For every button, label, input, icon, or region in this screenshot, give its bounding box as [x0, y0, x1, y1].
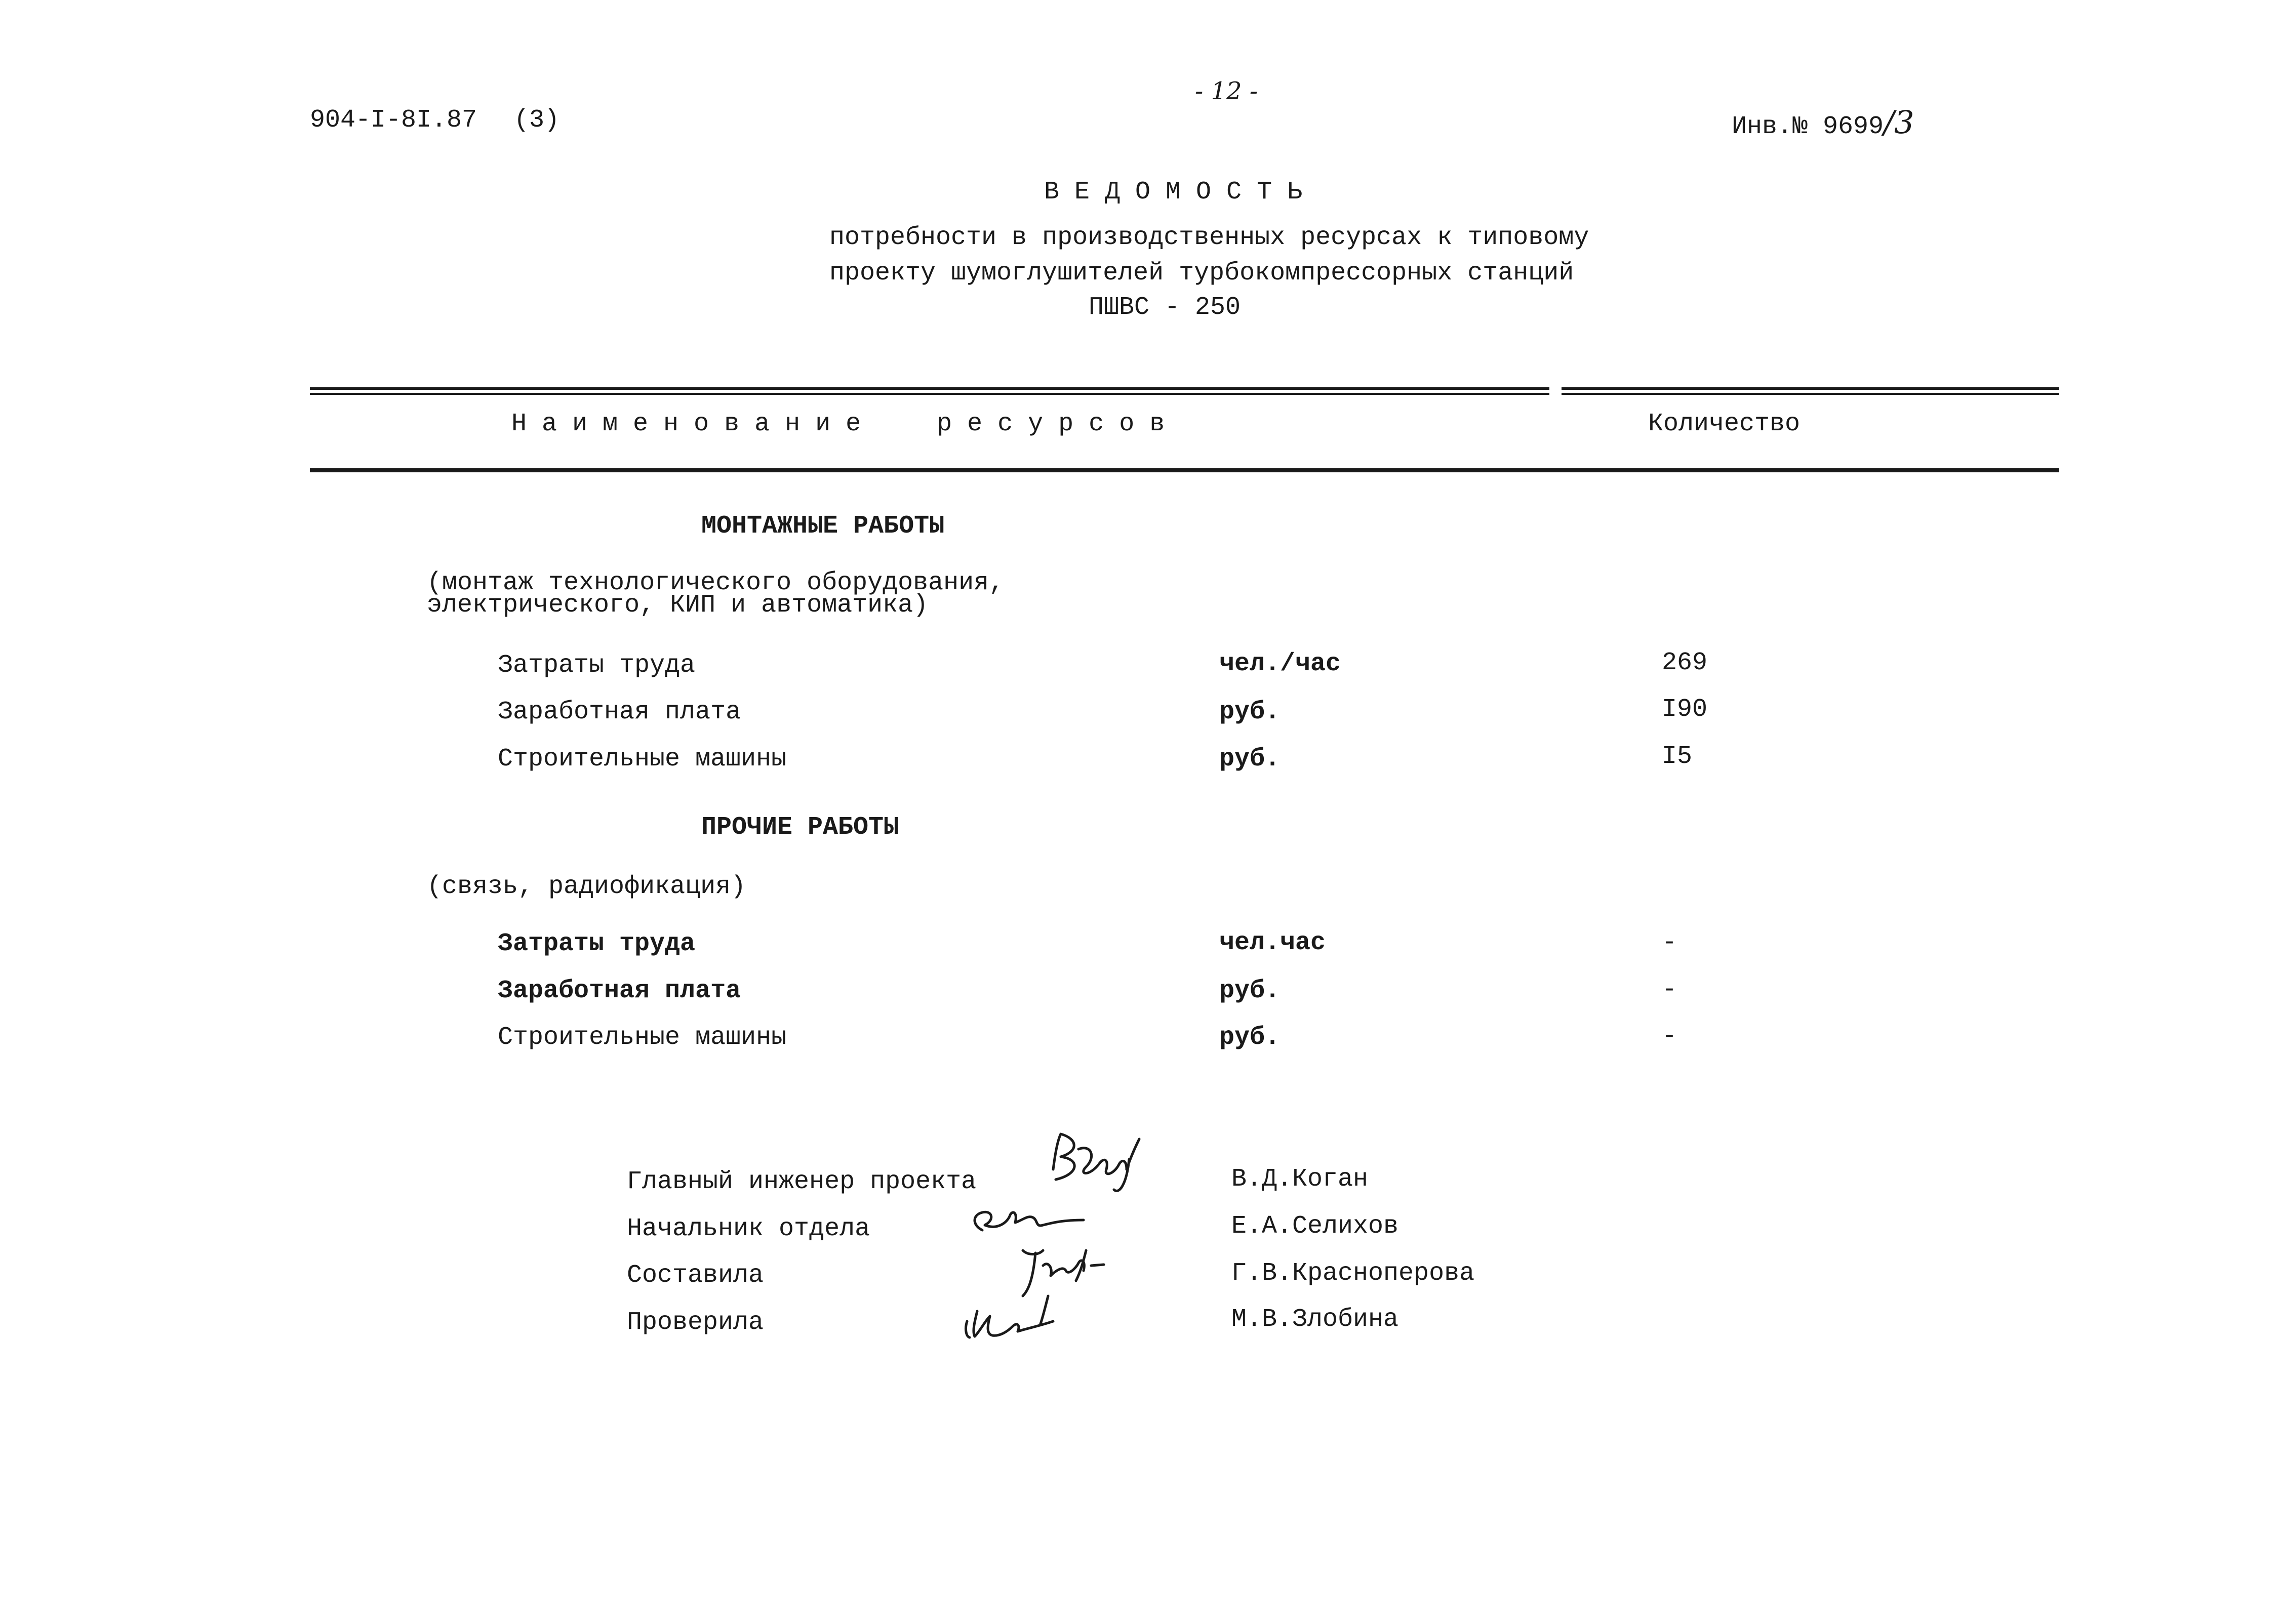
row-quantity: I90	[1662, 695, 1708, 724]
row-unit: руб.	[1219, 698, 1281, 726]
section-1-title: МОНТАЖНЫЕ РАБОТЫ	[701, 512, 945, 541]
inventory-number	[1732, 104, 1914, 142]
column-header-quantity: Количество	[1648, 410, 1801, 438]
signature-name: В.Д.Коган	[1231, 1165, 1369, 1194]
section-1-note-line-2: электрического, КИП и автоматика)	[427, 591, 929, 620]
row-unit: чел./час	[1219, 649, 1341, 678]
row-quantity: -	[1662, 1022, 1677, 1051]
row-label: Строительные машины	[498, 745, 787, 774]
row-quantity: I5	[1662, 742, 1693, 771]
sheet-reference: (3)	[514, 106, 560, 135]
title-line-2: проекту шумоглушителей турбокомпрессорных станций	[829, 259, 1574, 288]
signature-role: Начальник отдела	[627, 1214, 870, 1243]
row-unit: чел.час	[1219, 928, 1326, 957]
row-unit: руб.	[1219, 745, 1281, 774]
page-number: - 12 -	[1195, 77, 1258, 105]
row-unit: руб.	[1219, 977, 1281, 1005]
signature-name: Е.А.Селихов	[1231, 1212, 1399, 1241]
handwritten-signatures	[952, 1129, 1215, 1367]
column-header-name: Н а и м е н о в а н и е р е с у р с о в	[511, 410, 1165, 438]
row-quantity: -	[1662, 928, 1677, 957]
row-label: Заработная плата	[498, 977, 741, 1005]
row-quantity: 269	[1662, 648, 1708, 677]
title-line-1: потребности в производственных ресурсах к типовому	[829, 223, 1589, 252]
column-separator-gap	[1549, 385, 1562, 397]
signature-name: М.В.Злобина	[1231, 1305, 1399, 1334]
document-code: 904-I-8I.87	[310, 106, 477, 135]
row-label: Строительные машины	[498, 1023, 787, 1052]
table-top-rule-2	[310, 393, 2059, 395]
table-top-rule	[310, 387, 2059, 390]
title-line-3: ПШВС - 250	[1089, 293, 1241, 322]
row-unit: руб.	[1219, 1023, 1281, 1052]
row-label: Затраты труда	[498, 651, 696, 680]
inventory-suffix: /3	[1884, 104, 1914, 141]
row-label: Затраты труда	[498, 929, 696, 958]
row-label: Заработная плата	[498, 698, 741, 726]
section-2-note: (связь, радиофикация)	[427, 872, 746, 901]
document-title: В Е Д О М О С Т Ь	[1044, 178, 1303, 207]
section-2-title: ПРОЧИЕ РАБОТЫ	[701, 813, 899, 842]
signature-role: Составила	[627, 1261, 764, 1290]
section-1-note-line-1: (монтаж технологического оборудования,	[427, 569, 1005, 597]
row-quantity: -	[1662, 976, 1677, 1004]
inventory-label: Инв.№ 9699	[1732, 112, 1884, 141]
signature-role: Проверила	[627, 1308, 764, 1337]
table-header-bottom-rule	[310, 468, 2059, 472]
signature-name: Г.В.Красноперова	[1231, 1259, 1475, 1288]
signature-role: Главный инженер проекта	[627, 1167, 977, 1196]
